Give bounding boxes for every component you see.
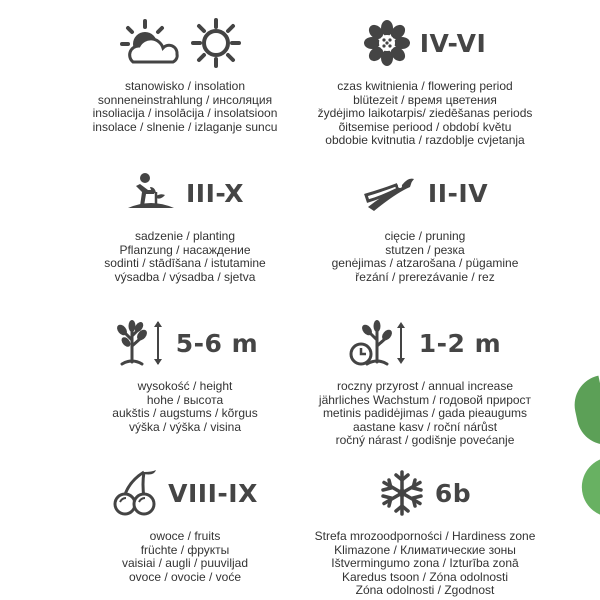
hardiness-description <box>300 530 550 598</box>
height-description <box>60 380 310 434</box>
planting-line: výsadba / výsadba / sjetva <box>114 269 256 284</box>
tree-height-icon <box>112 318 166 368</box>
pruning-shears-icon <box>362 173 418 213</box>
annual-increase-line: aastane kasv / roční nárůst <box>352 419 498 434</box>
decorative-leaf <box>578 453 600 517</box>
fruits-line: vaisiai / augli / puuviljad <box>121 556 249 570</box>
planting-person-icon <box>126 168 176 218</box>
hardiness-line: Strefa mrozoodporności / Hardiness zone <box>314 529 536 543</box>
cherries-icon <box>112 468 158 518</box>
sun-icon <box>191 18 241 68</box>
pruning-line: cięcie / pruning <box>384 229 466 243</box>
insolation-card <box>60 0 310 150</box>
fruits-line: ovoce / ovocie / voće <box>128 569 242 584</box>
decorative-leaf <box>569 376 600 451</box>
flowering-line: õitsemise periood / období květu <box>338 119 512 134</box>
insolation-line: sonneneinstrahlung / инсоляция <box>97 92 273 107</box>
pruning-description <box>300 230 550 284</box>
annual-increase-description <box>300 380 550 448</box>
planting-line: Pflanzung / насаждение <box>119 242 251 257</box>
insolation-line: insoliacija / insolācija / insolatsioon <box>92 106 278 120</box>
sun-cloud-icon <box>119 18 181 68</box>
annual-increase-card <box>300 300 550 450</box>
flowering-period-badge: IV-VI <box>419 28 487 58</box>
flowering-card <box>300 0 550 150</box>
annual-increase-line: ročný nárast / godišnje povećanje <box>335 433 515 447</box>
flowering-line: czas kwitnienia / flowering period <box>337 79 513 93</box>
height-line: wysokość / height <box>137 379 233 393</box>
height-badge: 5-6 m <box>175 328 259 358</box>
annual-increase-line: jährliches Wachstum / годовой прирост <box>318 392 532 407</box>
fruits-description <box>60 530 310 584</box>
pruning-card <box>300 150 550 300</box>
flower-icon <box>364 20 410 66</box>
hardiness-line: Zóna odolnosti / Zgodnost <box>355 583 495 597</box>
planting-card <box>60 150 310 300</box>
fruits-card <box>60 450 310 600</box>
insolation-description <box>60 80 310 134</box>
clock-tree-growth-icon <box>349 318 409 368</box>
height-card <box>60 300 310 450</box>
insolation-line: stanowisko / insolation <box>124 79 246 93</box>
flowering-line: žydėjimo laikotarpis/ ziedēšanas periods <box>317 106 533 120</box>
pruning-period-badge: II-IV <box>427 178 489 208</box>
fruiting-period-badge: VIII-IX <box>168 478 258 508</box>
pruning-line: stutzen / резка <box>385 242 465 257</box>
snowflake-icon <box>379 470 425 516</box>
flowering-description <box>300 80 550 148</box>
flowering-line: blütezeit / время цветения <box>353 92 497 107</box>
planting-description <box>60 230 310 284</box>
hardiness-card <box>300 450 550 600</box>
annual-increase-line: roczny przyrost / annual increase <box>336 379 514 393</box>
height-line: hohe / высота <box>146 392 224 407</box>
insolation-line: insolace / slnenie / izlaganje suncu <box>92 119 278 134</box>
pruning-line: genėjimas / atzarošana / pügamine <box>331 256 519 270</box>
planting-line: sodinti / stādīšana / istutamine <box>104 256 266 270</box>
pruning-line: řezání / prerezávanie / rez <box>355 269 495 284</box>
fruits-line: owoce / fruits <box>149 529 221 543</box>
hardiness-line: Karedus tsoon / Zóna odolnosti <box>341 569 509 584</box>
hardiness-zone-badge: 6b <box>434 478 472 508</box>
planting-line: sadzenie / planting <box>134 229 236 243</box>
fruits-line: früchte / фрукты <box>140 542 230 557</box>
flowering-line: obdobie kvitnutia / razdoblje cvjetanja <box>325 133 525 147</box>
height-line: výška / výška / visina <box>128 419 242 434</box>
planting-period-badge: III-X <box>185 178 245 208</box>
annual-increase-line: metinis padidėjimas / gada pieaugums <box>322 406 528 420</box>
hardiness-line: Klimazone / Климатические зоны <box>334 542 516 557</box>
annual-increase-badge: 1-2 m <box>418 328 502 358</box>
height-line: aukštis / augstums / kõrgus <box>112 406 258 420</box>
hardiness-line: Ištvermingumo zona / Izturība zonā <box>331 556 519 570</box>
